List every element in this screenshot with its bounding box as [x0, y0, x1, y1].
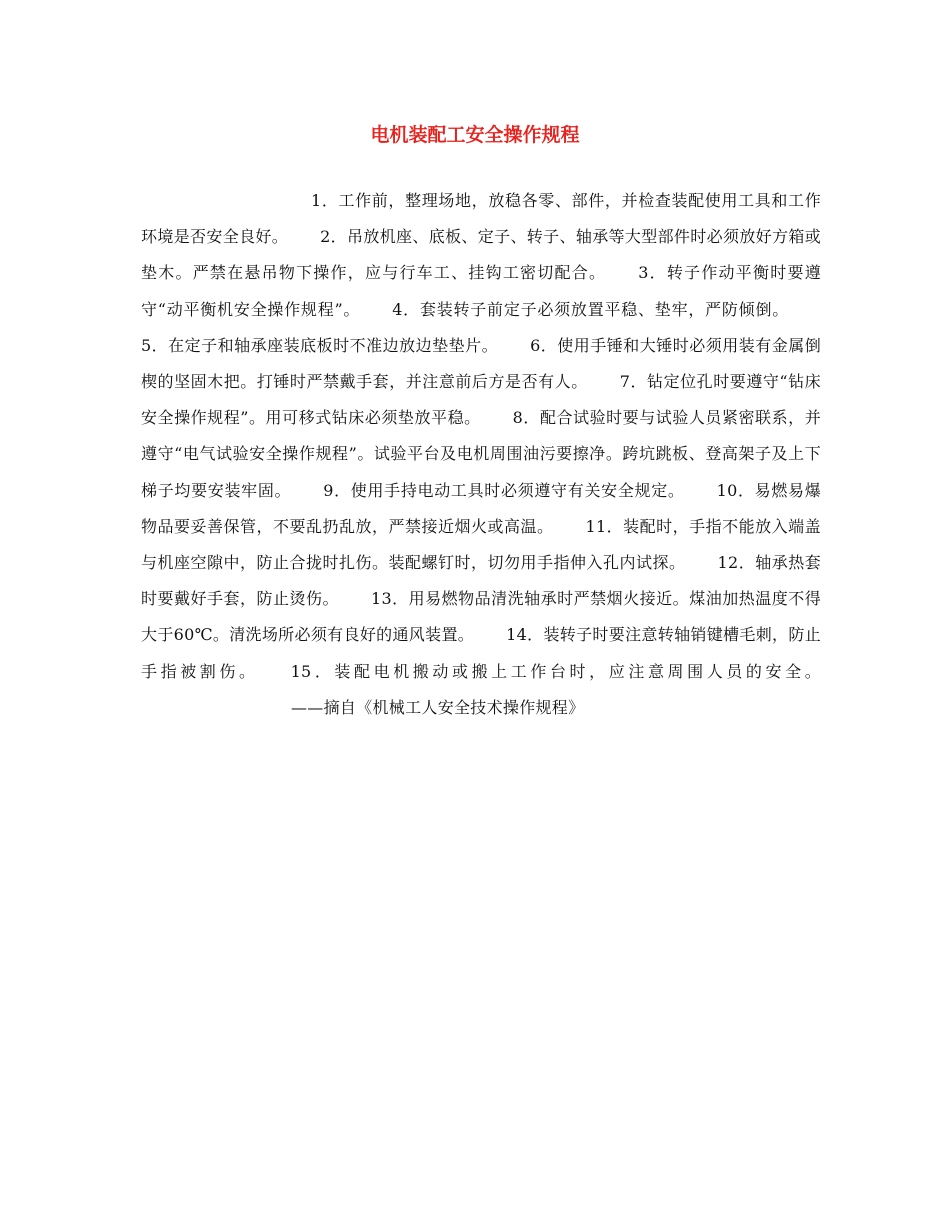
- clause-8: 8．配合试验时要与试验人员紧密联系，并遵守“电气试验安全操作规程”。试验平台及电机周围油污要擦净。跨坑跳板、登高架子及上下梯子均要安装牢固。: [141, 408, 821, 500]
- document-body: [141, 183, 821, 726]
- clause-11: 11．装配时，手指不能放入端盖与机座空隙中，防止合拢时扎伤。装配螺钉时，切勿用手指伸入孔内试探。: [141, 516, 821, 573]
- clause-4: 4．套装转子前定子必须放置平稳、垫牢，严防倾倒。: [392, 299, 789, 319]
- clause-2: 2．吊放机座、底板、定子、转子、轴承等大型部件时必须放好方箱或垫木。严禁在悬吊物下操作，应与行车工、挂钩工密切配合。: [141, 227, 821, 283]
- clause-9: 9．使用手持电动工具时必须遵守有关安全规定。: [323, 480, 685, 500]
- clause-1: 1．工作前，整理场地，放稳各零、部件，并检查装配使用工具和工作环境是否安全良好。: [141, 191, 821, 247]
- clause-3: 3．转子作动平衡时要遵守“动平衡机安全操作规程”。: [141, 263, 821, 319]
- clause-10: 10．易燃易爆物品要妥善保管，不要乱扔乱放，严禁接近烟火或高温。: [141, 480, 822, 536]
- source-citation: ——摘自《机械工人安全技术操作规程》: [291, 697, 585, 717]
- clause-15: 15．装配电机搬动或搬上工作台时，应注意周围人员的安全。: [290, 661, 821, 681]
- clause-12: 12．轴承热套时要戴好手套，防止烫伤。: [141, 553, 821, 609]
- clause-6: 6．使用手锤和大锤时必须用装有金属倒楔的坚固木把。打锤时严禁戴手套，并注意前后方是否有人。: [141, 335, 821, 392]
- clause-5: 5．在定子和轴承座装底板时不准边放边垫垫片。: [141, 335, 499, 355]
- clause-7: 7．钻定位孔时要遵守“钻床安全操作规程”。用可移式钻床必须垫放平稳。: [141, 372, 821, 428]
- clause-14: 14．装转子时要注意转轴销键槽毛刺，防止手指被割伤。: [141, 625, 821, 681]
- document-title: 电机装配工安全操作规程: [370, 124, 580, 146]
- clause-13: 13．用易燃物品清洗轴承时严禁烟火接近。煤油加热温度不得大于60℃。清洗场所必须有良好的通风装置。: [141, 589, 821, 645]
